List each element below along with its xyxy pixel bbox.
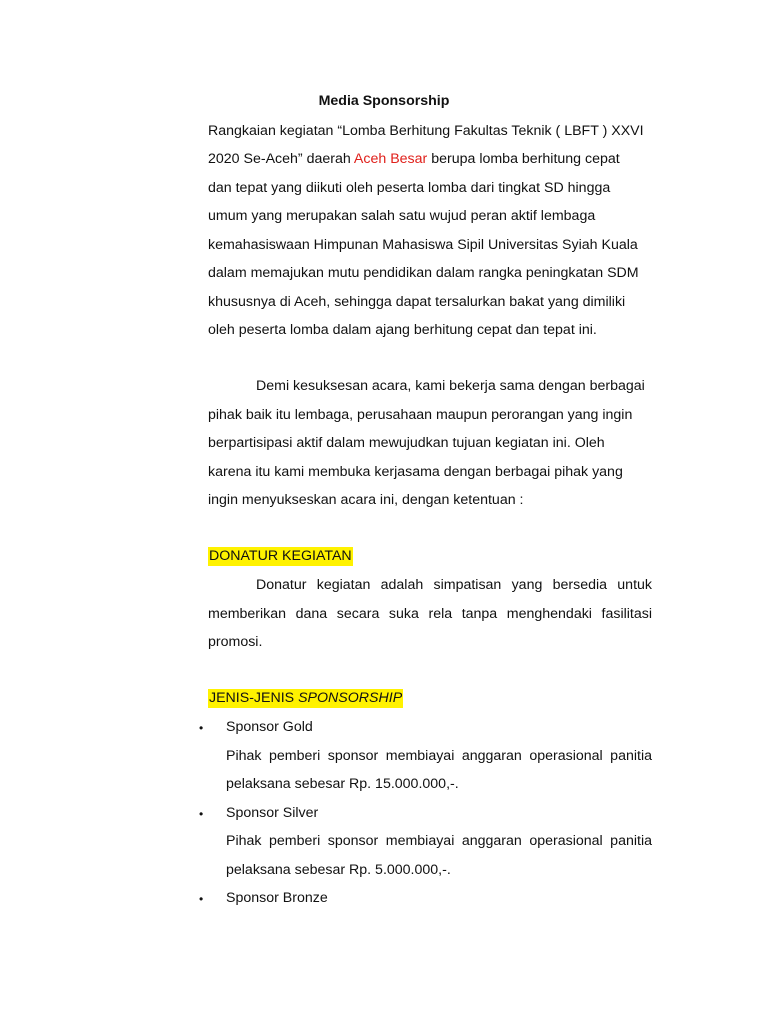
intro-line-7: khususnya di Aceh, sehingga dapat tersalurkan bakat yang dimiliki: [208, 294, 626, 310]
donatur-line-3: promosi.: [208, 634, 263, 650]
paragraph2-line-3: berpartisipasi aktif dalam mewujudkan tujuan kegiatan ini. Oleh: [208, 435, 605, 451]
jenis-heading-highlight: [208, 689, 403, 708]
intro-line-2-before: 2020 Se-Aceh” daerah: [208, 151, 354, 167]
jenis-heading: [208, 689, 652, 707]
intro-line-5: kemahasiswaan Himpunan Mahasiswa Sipil Universitas Syiah Kuala: [208, 237, 638, 253]
paragraph2-line-5: ingin menyukseskan acara ini, dengan ketentuan :: [208, 492, 524, 508]
page-title: Media Sponsorship: [318, 93, 450, 109]
intro-line-2-after: berupa lomba berhitung cepat: [427, 151, 620, 167]
sponsor-silver-desc-1: Pihak pemberi sponsor membiayai anggaran operasional panitia: [226, 833, 652, 849]
paragraph2-line-1: Demi kesuksesan acara, kami bekerja sama dengan berbagai: [256, 378, 645, 394]
intro-line-4: umum yang merupakan salah satu wujud peran aktif lembaga: [208, 208, 596, 224]
intro-highlight-red: Aceh Besar: [353, 151, 428, 167]
bullet-icon: •: [199, 807, 204, 821]
donatur-line-1: Donatur kegiatan adalah simpatisan yang bersedia untuk: [256, 577, 652, 593]
donatur-heading-text: DONATUR KEGIATAN: [209, 548, 352, 564]
sponsor-silver-name: Sponsor Silver: [226, 805, 319, 821]
sponsor-silver-desc-2: pelaksana sebesar Rp. 5.000.000,-.: [226, 862, 451, 878]
sponsor-bronze-name: Sponsor Bronze: [226, 890, 328, 906]
donatur-heading: [208, 547, 652, 565]
paragraph2-line-4: karena itu kami membuka kerjasama dengan berbagai pihak yang: [208, 464, 623, 480]
bullet-icon: •: [199, 721, 204, 735]
bullet-icon: •: [199, 892, 204, 906]
jenis-heading-prefix: JENIS-JENIS: [209, 690, 299, 706]
intro-line-3: dan tepat yang diikuti oleh peserta lomba dari tingkat SD hingga: [208, 180, 611, 196]
sponsor-gold-desc-1: Pihak pemberi sponsor membiayai anggaran operasional panitia: [226, 748, 652, 764]
intro-line-8: oleh peserta lomba dalam ajang berhitung cepat dan tepat ini.: [208, 322, 597, 338]
paragraph2-line-2: pihak baik itu lembaga, perusahaan maupun perorangan yang ingin: [208, 407, 633, 423]
intro-line-6: dalam memajukan mutu pendidikan dalam rangka peningkatan SDM: [208, 265, 639, 281]
jenis-heading-italic: SPONSORSHIP: [298, 690, 403, 706]
sponsor-gold-desc-2: pelaksana sebesar Rp. 15.000.000,-.: [226, 776, 459, 792]
donatur-line-2: memberikan dana secara suka rela tanpa menghendaki fasilitasi: [208, 606, 652, 622]
sponsor-gold-name: Sponsor Gold: [226, 719, 313, 735]
intro-line-1: Rangkaian kegiatan “Lomba Berhitung Fakultas Teknik ( LBFT ) XXVI: [208, 123, 644, 139]
intro-line-2: [208, 150, 652, 168]
